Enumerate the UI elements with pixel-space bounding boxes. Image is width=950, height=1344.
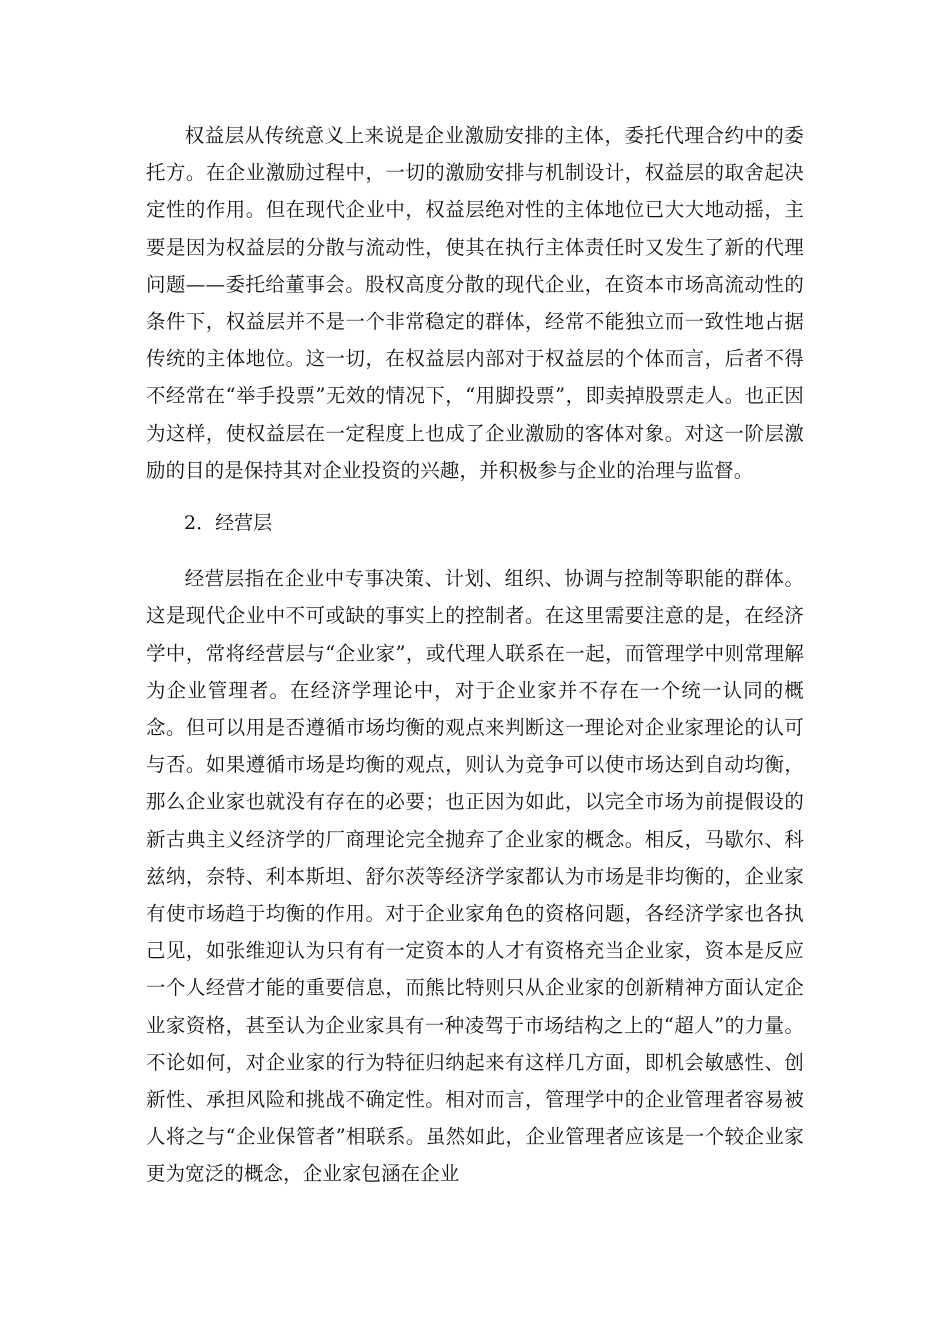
section-heading-management-layer: 2．经营层: [184, 512, 273, 535]
body-paragraph-equity-layer: 权益层从传统意义上来说是企业激励安排的主体，委托代理合约中的委托方。在企业激励过程中，一切的激励安排与机制设计，权益层的取舍起决定性的作用。但在现代企业中，权益层绝对性的主体地位已大大地动摇，主要是因为权益层的分散与流动性，使其在执行主体责任时又发生了新的代理问题——委托给董事会。股权高度分散的现代企业，在资本市场高流动性的条件下，权益层并不是一个非常稳定的群体，经常不能独立而一致性地占据传统的主体地位。这一切，在权益层内部对于权益层的个体而言，后者不得不经常在“举手投票”无效的情况下，“用脚投票”，即卖掉股票走人。也正因为这样，使权益层在一定程度上也成了企业激励的客体对象。对这一阶层激励的目的是保持其对企业投资的兴趣，并积极参与企业的治理与监督。: [146, 124, 804, 482]
body-paragraph-management-layer: 经营层指在企业中专事决策、计划、组织、协调与控制等职能的群体。这是现代企业中不可或缺的事实上的控制者。在这里需要注意的是，在经济学中，常将经营层与“企业家”，或代理人联系在一起，而管理学中则常理解为企业管理者。在经济学理论中，对于企业家并不存在一个统一认同的概念。但可以用是否遵循市场均衡的观点来判断这一理论对企业家理论的认可与否。如果遵循市场是均衡的观点，则认为竞争可以使市场达到自动均衡，那么企业家也就没有存在的必要；也正因为如此，以完全市场为前提假设的新古典主义经济学的厂商理论完全抛弃了企业家的概念。相反，马歇尔、科兹纳，奈特、利本斯坦、舒尔茨等经济学家都认为市场是非均衡的，企业家有使市场趋于均衡的作用。对于企业家角色的资格问题，各经济学家也各执己见，如张维迎认为只有有一定资本的人才有资格充当企业家，资本是反应一个人经营才能的重要信息，而熊比特则只从企业家的创新精神方面认定企业家资格，甚至认为企业家具有一种凌驾于市场结构之上的“超人”的力量。不论如何，对企业家的行为特征归纳起来有这样几方面，即机会敏感性、创新性、承担风险和挑战不确定性。相对而言，管理学中的企业管理者容易被人将之与“企业保管者”相联系。虽然如此，企业管理者应该是一个较企业家更为宽泛的概念，企业家包涵在企业: [146, 567, 804, 1186]
